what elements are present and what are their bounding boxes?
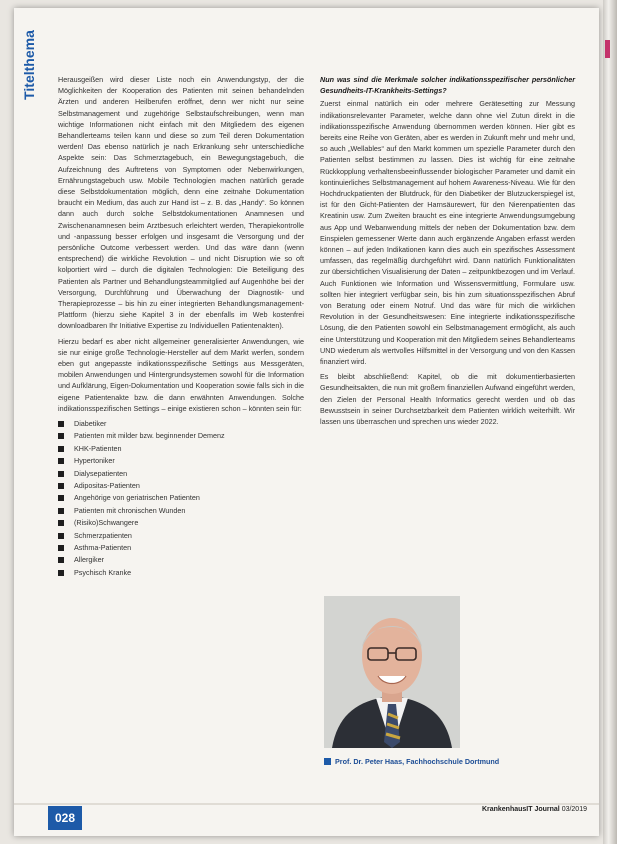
page-edge	[603, 0, 617, 844]
page-number: 028	[48, 806, 82, 830]
list-item: KHK-Patienten	[58, 443, 304, 455]
list-item: Patienten mit chronischen Wunden	[58, 505, 304, 517]
list-item: Dialysepatienten	[58, 468, 304, 480]
right-paragraph-2: Es bleibt abschließend: Kapitel, ob die mit dokumentierbasierten Gesundheitsakten, die nun mit großem finanziellen Aufwand eingeführt werden, den Zielen der Personal Health Informatics gerecht werden und ob das Bewusstsein in seiner Durchsetzbarkeit dem Patienten wirklich weiterhilft. Wir lassen uns überraschen und sprechen uns wieder 2022.	[320, 372, 575, 427]
list-item: Adipositas-Patienten	[58, 480, 304, 492]
list-item: Angehörige von geriatrischen Patienten	[58, 492, 304, 504]
journal-name: KrankenhausIT Journal	[481, 806, 560, 813]
journal-issue: 03/2019	[561, 806, 587, 813]
list-item: Allergiker	[58, 554, 304, 566]
indication-list	[58, 418, 304, 579]
list-item: Patienten mit milder bzw. beginnender Demenz	[58, 430, 304, 442]
section-rubric	[14, 20, 44, 110]
right-column	[320, 74, 575, 431]
list-item: Psychisch Kranke	[58, 567, 304, 579]
left-paragraph-1: Herausgeißen wird dieser Liste noch ein Anwendungstyp, der die Möglichkeiten der Kooperation des Patienten mit seinen behandelnden Ärzten und anderen Heilberufen eröffnet, denn wer nicht nur seine Selbstmanagement und zugehörige Selbstaufschreibungen, wenn man wichtige Informationen nicht einfach mit den Mitgliedern des eigenen Behandlerteams teilen kann und diese so zum Teil deren Dokumentation werden! Das ebenso natürlich je nach Erkrankung sehr unterschiedliche Aspekte sein: Das Schmerztagebuch, ein Bewegungstagebuch, die Aufzeichnung des Auftretens von Symptomen oder Nebenwirkungen, Ernährungstagebuch usw. Mobile Technologien machen natürlich gerade diese Selbstdokumentation möglich, denn eine zeitnahe Dokumentation braucht ein Medium, das auch zur Hand ist – z. B. das „Handy“. So können dann auch durch solche Selbstdokumentationen Anamnesen und Zwischenanamnesen beim Arztbesuch erleichtert werden, Therapiekontrolle und -anpassung besser erfolgen und insgesamt die Versorgung und der persönliche Outcome verbessert werden. Und das wäre dann (wenn entsprechend) die wirkliche Revolution – und nicht Disruption wie so oft kolportiert wird – durch die digitalen Technologien: Die Beteiligung des Patienten als Partner und Behandlungsteammitglied auf Augenhöhe bei der Versorgung, Durchführung und Überwachung der Diagnostik- und Therapieprozesse – bis hin zu einer integrierten Behandlungsmanagement-Plattform (hierzu siehe Kapitel 3 in der ebenfalls im Web kostenfrei downloadbaren Ihr Initiative Expertise zu Individuellen Patientenakten).	[58, 75, 304, 331]
footer-divider	[14, 803, 599, 805]
journal-info	[482, 806, 587, 813]
list-item: Diabetiker	[58, 418, 304, 430]
list-item: (Risiko)Schwangere	[58, 517, 304, 529]
author-photo	[324, 596, 460, 748]
photo-caption	[324, 757, 584, 766]
rubric-label: Titelthema	[21, 30, 38, 100]
list-item: Asthma-Patienten	[58, 542, 304, 554]
caption-text: Prof. Dr. Peter Haas, Fachhochschule Dortmund	[335, 757, 500, 766]
list-item: Schmerzpatienten	[58, 530, 304, 542]
caption-marker-icon	[324, 758, 331, 765]
portrait-illustration	[324, 596, 460, 748]
left-paragraph-2: Hierzu bedarf es aber nicht allgemeiner generalisierter Anwendungen, wie sie nur einige große Technologie-Hersteller auf dem Markt werfen, sondern eben gut angepasste indikationsspezifische Settings aus Messgeräten, mobilen Anwendungen und Hintergrundsystemen sowohl für die Information und Aufklärung, Eigen-Dokumentation und Kooperation sowie falls sich in die eigene Patientenakte bzw. die dann erwähnten Anwendungen. Solche indikationsspezifischen Settings – einige existieren schon – könnten sein für:	[58, 336, 304, 413]
edge-marker	[605, 40, 610, 58]
right-paragraph-1: Zuerst einmal natürlich ein oder mehrere Gerätesetting zur Messung indikationsrelevanter Parameter, welche dann ohne viel Zutun direkt in die indikationsspezifische Anwendung übernommen werden können. Hier gibt es bereits eine Reihe von Geräten, aber es werden in Zukunft mehr und mehr und, so auch „Wellables“ auf den Markt kommen um spezielle Parameter durch den Patienten selbst bestimmen zu lassen. Dies ist wichtig für eine zeitnahe Rückkopplung verhaltensbeeinflussender biologischer Parameter und damit ein kontinuierliches Selbstmanagement auf hohem Awareness-Niveau. Wie für den Hochdruckpatienten der Blutdruck, für den Diabetiker der Blutzuckerspiegel ist, ist für den Gicht-Patienten der Harnsäurewert, für den Nierenpatienten das Kreatinin usw. Zum Zweiten braucht es eine integrierte Anwendungsumgebung aus App und Webanwendung mittels der neben der Dokumentation bzw. dem Einspielen gemessener Werte dann auch ergänzende Angaben erfasst werden können – auf jeden Indikationen kann dies auch ein spezifisches Assessment umfassen, das regelmäßig durchgeführt wird. Dann natürlich Funktionalitäten zur übersichtlichen Visualisierung der Daten – zeitpunktbezogen und im Verlauf. Auch Funktionen wie Information und Wissensvermittlung, Formulare usw. sollten hier integriert verfügbar sein, bis hin zum situationsspezifischen Abruf von Beratung oder einem Notruf. Und das wäre für mich die wirklichen Revolution in der Gesundheitswesen: Eine integrierte indikationsspezifische Lösung, die den Patienten sowohl ein Selbstmanagement ermöglicht, als auch eine Unterstützung und Kooperation mit den Mitgliedern seines Behandlerteams UND wiederum als wertvolles Hilfsmittel in der Versorgung und von den Kassen finanziert wird.	[320, 99, 575, 367]
list-item: Hypertoniker	[58, 455, 304, 467]
section-subheading: Nun was sind die Merkmale solcher indikationsspezifischer persönlicher Gesundheits-IT-Krankheits-Settings?	[320, 75, 575, 96]
left-column	[58, 74, 304, 579]
